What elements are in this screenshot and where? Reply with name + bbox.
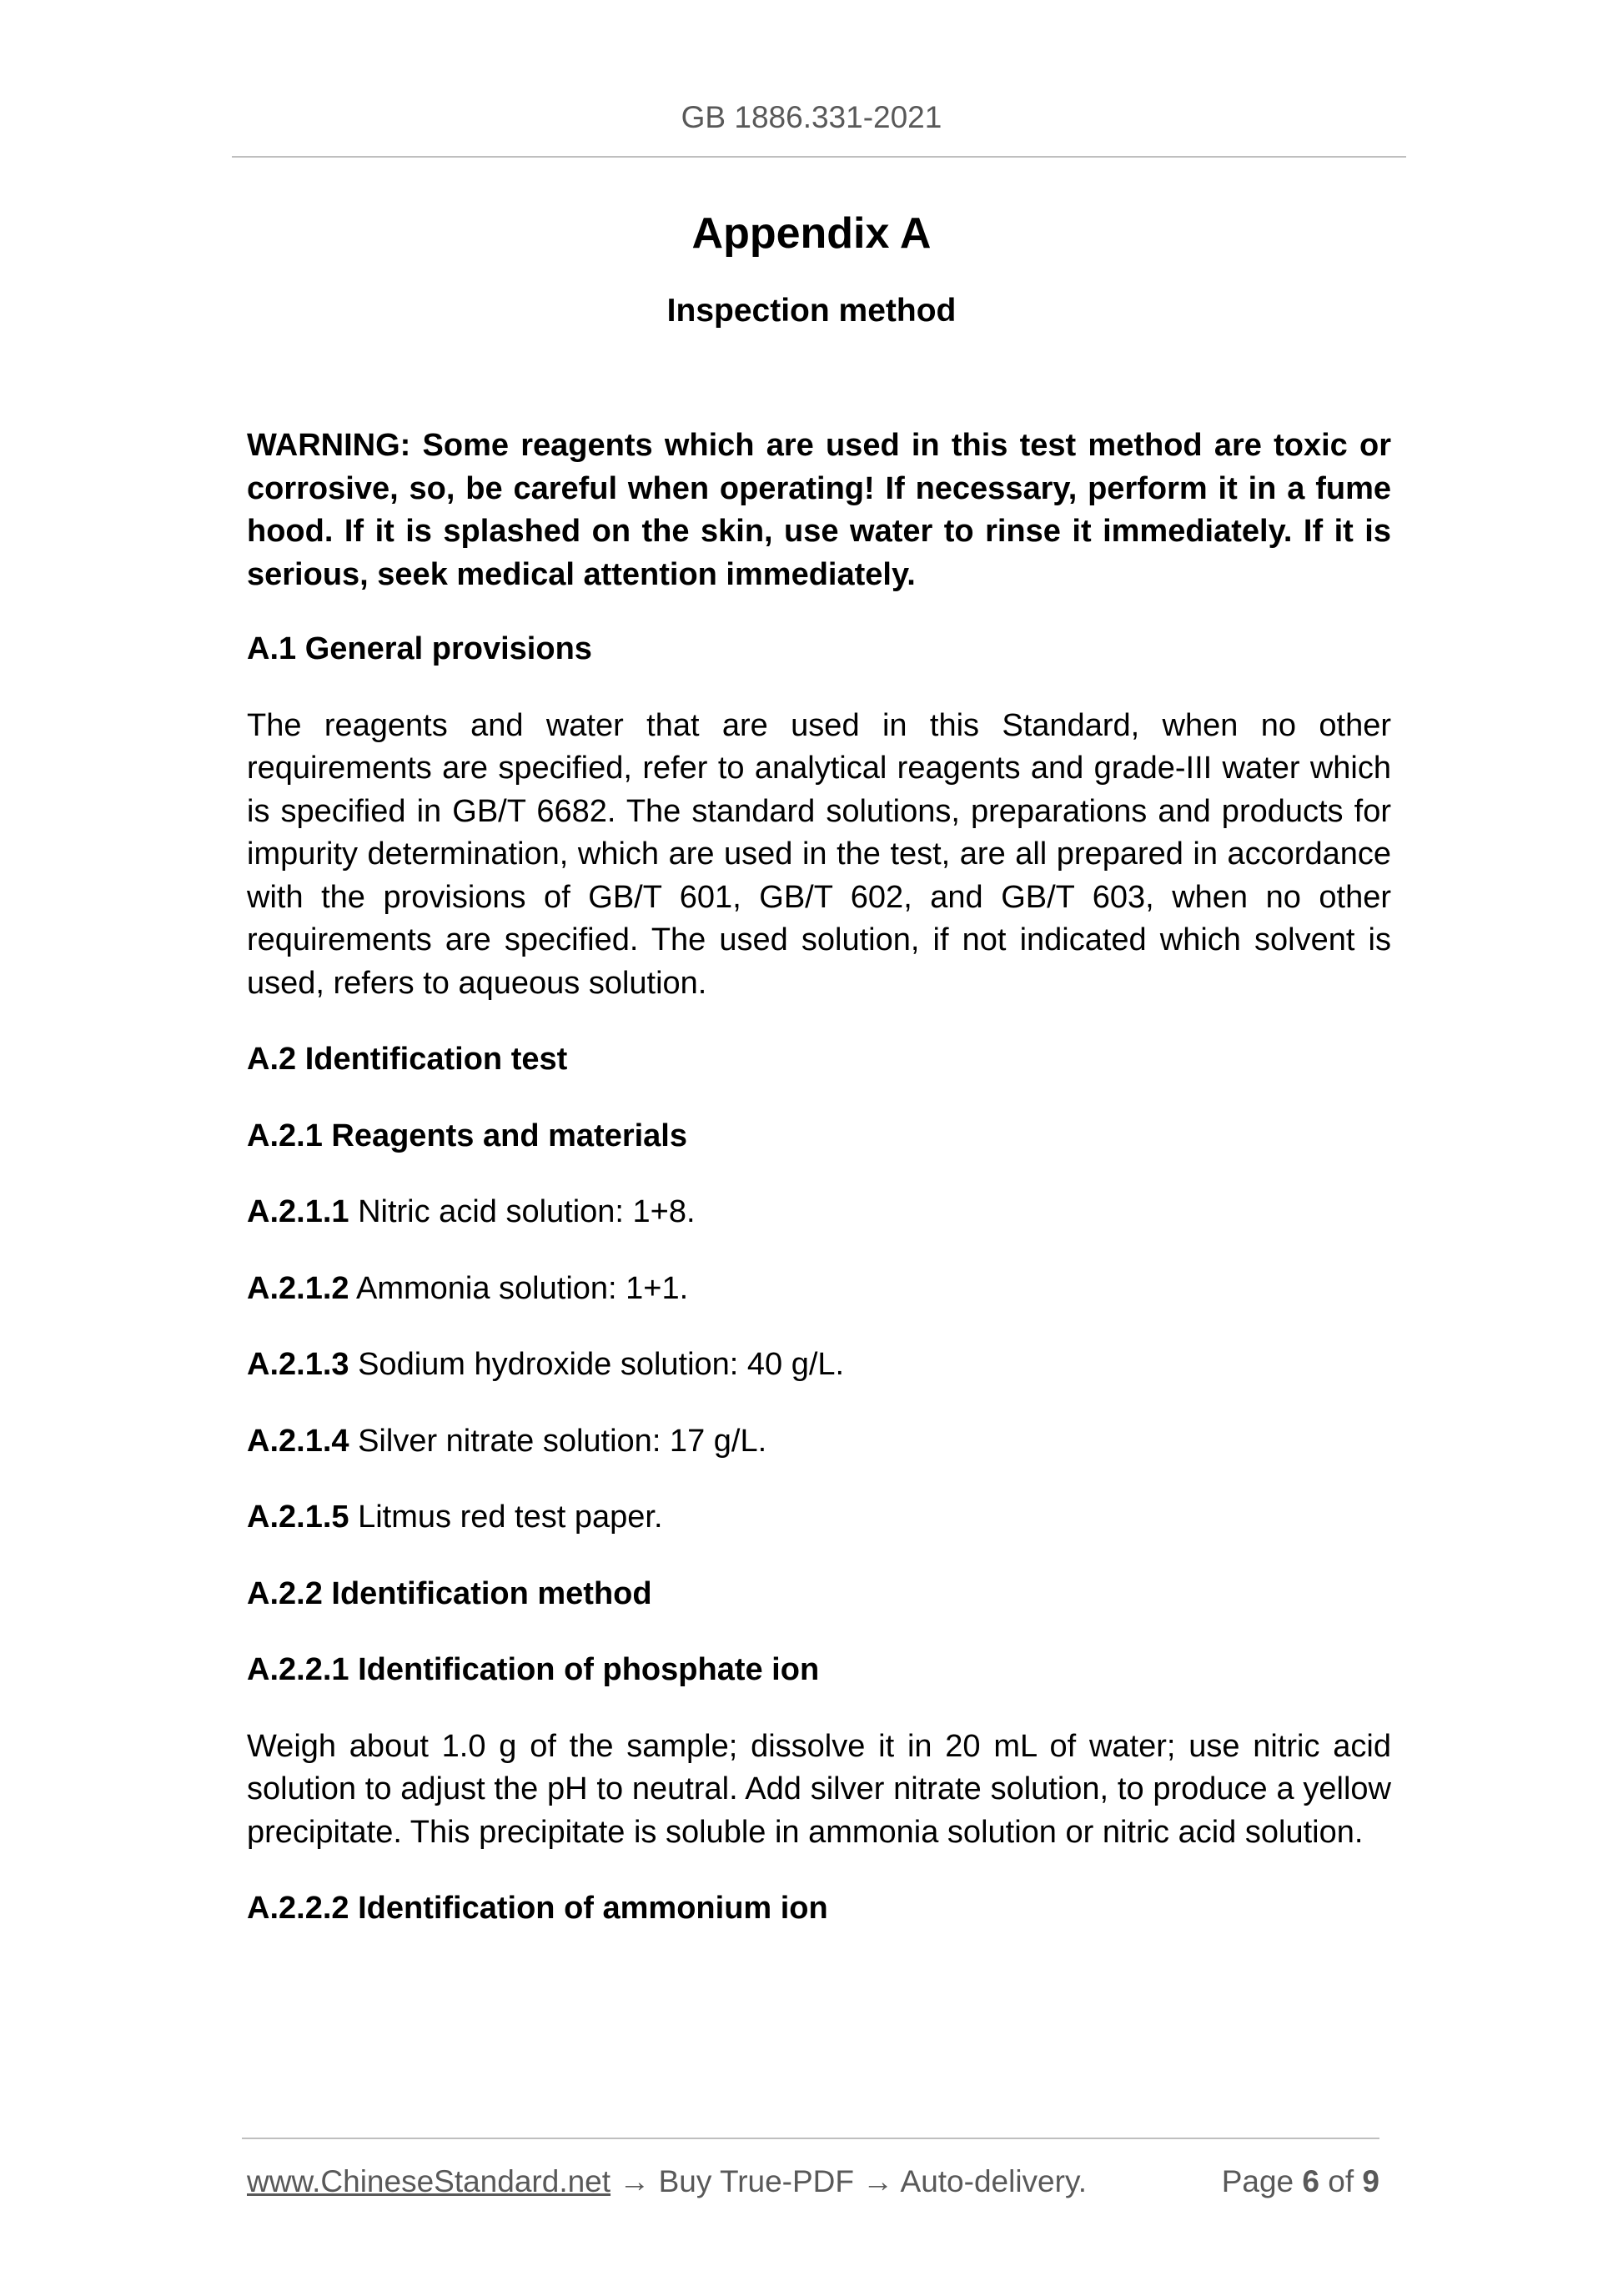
appendix-subtitle: Inspection method xyxy=(666,293,957,329)
page-indicator xyxy=(1222,2163,1379,2201)
reagent-text: Ammonia solution: 1+1. xyxy=(349,1270,689,1306)
footer-promo-text: → Buy True-PDF → Auto-delivery. xyxy=(611,2164,1087,2198)
current-page-number: 6 xyxy=(1302,2164,1319,2198)
section-heading-a21: A.2.1 Reagents and materials xyxy=(247,1118,687,1153)
reagent-text: Nitric acid solution: 1+8. xyxy=(349,1194,696,1229)
header-divider xyxy=(232,156,1406,158)
reagent-number: A.2.1.3 xyxy=(247,1347,349,1382)
website-link[interactable]: www.ChineseStandard.net xyxy=(247,2164,611,2198)
total-pages-number: 9 xyxy=(1362,2164,1379,2198)
appendix-title: Appendix A xyxy=(691,209,932,258)
page-header-code: GB 1886.331-2021 xyxy=(681,100,942,134)
section-heading-a22: A.2.2 Identification method xyxy=(247,1575,652,1611)
reagent-item xyxy=(247,1496,1391,1540)
section-heading-a222: A.2.2.2 Identification of ammonium ion xyxy=(247,1891,828,1926)
footer-left xyxy=(247,2163,1087,2201)
footer-divider xyxy=(242,2138,1379,2139)
reagent-item xyxy=(247,1344,1391,1387)
page-of-text: of xyxy=(1319,2164,1363,2198)
document-body xyxy=(247,425,1391,1964)
reagent-item xyxy=(247,1191,1391,1234)
reagent-number: A.2.1.1 xyxy=(247,1194,349,1229)
reagent-number: A.2.1.4 xyxy=(247,1423,349,1459)
reagent-text: Litmus red test paper. xyxy=(349,1500,663,1535)
reagent-number: A.2.1.2 xyxy=(247,1270,349,1306)
reagent-item xyxy=(247,1420,1391,1464)
reagent-text: Silver nitrate solution: 17 g/L. xyxy=(349,1423,767,1459)
section-heading-a1: A.1 General provisions xyxy=(247,631,592,666)
section-text-a1: The reagents and water that are used in this Standard, when no other requirements are specified, refer to analytical reagents and grade-III water which is specified in GB/T 6682. The standard solutions, preparations and products for impurity determination, which are used in the test, are all prepared in accordance with the provisions of GB/T 601, GB/T 602, and GB/T 603, when no other requirements are specified. The used solution, if not indicated which solvent is used, refers to aqueous solution. xyxy=(247,707,1391,1001)
page-prefix: Page xyxy=(1221,2164,1303,2198)
reagent-item xyxy=(247,1268,1391,1311)
section-heading-a2: A.2 Identification test xyxy=(247,1042,568,1077)
section-text-a221: Weigh about 1.0 g of the sample; dissolve it in 20 mL of water; use nitric acid solution to adjust the pH to neutral. Add silver nitrate solution, to produce a yellow precipitate. This precipitate is soluble in ammonia solution or nitric acid solution. xyxy=(247,1728,1391,1850)
section-heading-a221: A.2.2.1 Identification of phosphate ion xyxy=(247,1652,820,1687)
reagent-number: A.2.1.5 xyxy=(247,1500,349,1535)
reagent-text: Sodium hydroxide solution: 40 g/L. xyxy=(349,1347,845,1382)
warning-paragraph: WARNING: Some reagents which are used in this test method are toxic or corrosive, so, be careful when operating! If necessary, perform it in a fume hood. If it is splashed on the skin, use water to rinse it immediately. If it is serious, seek medical attention immediately. xyxy=(247,428,1391,592)
